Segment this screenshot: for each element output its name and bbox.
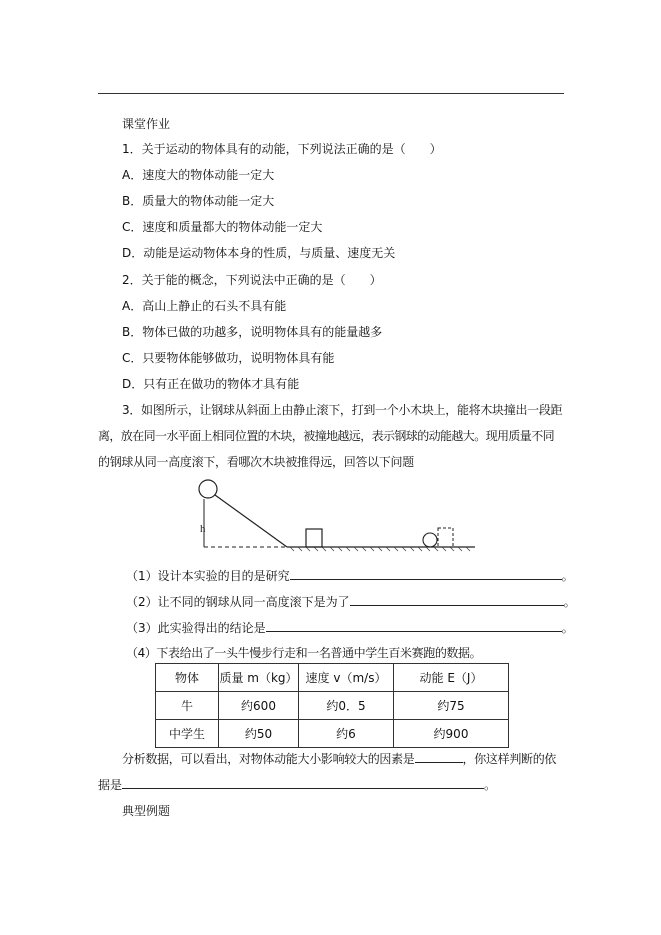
table-cell: 约0．5 (299, 692, 394, 720)
block-displaced-dashed (438, 528, 453, 547)
q3-sub4: （4）下表给出了一头牛慢步行走和一名普通中学生百米赛跑的数据。 (126, 646, 482, 660)
q1-option-d: D．动能是运动物体本身的性质，与质量、速度无关 (122, 246, 396, 260)
q3-analysis-end: 。 (484, 778, 497, 792)
q2-option-d: D．只有正在做功的物体才具有能 (122, 377, 300, 391)
q3-sub2 (126, 593, 576, 610)
q3-analysis-line-1 (122, 750, 556, 767)
q3-sub3 (126, 619, 574, 636)
table-header-row (156, 664, 509, 692)
section-title: 课堂作业 (122, 117, 171, 131)
table-header-cell: 物体 (156, 664, 219, 692)
table-cell: 牛 (156, 692, 219, 720)
wooden-block (306, 529, 322, 547)
q3-analysis-text-c: 据是 (98, 778, 123, 792)
q2-option-c: C．只要物体能够做功，说明物体具有能 (122, 351, 335, 365)
table-row (156, 692, 509, 720)
incline-slope (215, 495, 287, 547)
q3-analysis-text-a: 分析数据，可以看出，对物体动能大小影响较大的因素是 (122, 752, 415, 766)
incline-experiment-figure (190, 478, 480, 554)
table-cell: 约600 (219, 692, 299, 720)
ball-after-impact (423, 533, 437, 547)
table-cell: 约900 (394, 720, 509, 748)
q3-stem-line-2: 离，放在同一水平面上相同位置的木块，被撞地越远，表示钢球的动能越大。现用质量不同 (98, 429, 555, 443)
q2-option-a: A．高山上静止的石头不具有能 (122, 299, 287, 313)
q3-stem-line-1: 3．如图所示，让钢球从斜面上由静止滚下，打到一个小木块上，能将木块撞出一段距 (122, 403, 563, 417)
q3-sub2-answer-blank[interactable] (350, 593, 564, 606)
q1-stem: 1．关于运动的物体具有的动能，下列说法正确的是（ ） (122, 142, 442, 156)
q3-analysis-text-b: ，你这样判断的依 (462, 752, 557, 766)
table-cell: 约6 (299, 720, 394, 748)
q3-sub3-answer-blank[interactable] (266, 619, 562, 632)
q1-option-a: A．速度大的物体动能一定大 (122, 168, 275, 182)
q3-sub3-text: （3）此实验得出的结论是 (126, 621, 266, 635)
q3-sub1 (126, 567, 574, 584)
q3-sub3-end: 。 (561, 621, 574, 635)
q3-analysis-answer-blank[interactable] (415, 750, 463, 763)
table-header-cell: 速度 v（m/s） (299, 664, 394, 692)
q2-option-b: B．物体已做的功越多，说明物体具有的能量越多 (122, 325, 383, 339)
table-row (156, 720, 509, 748)
q3-sub1-end: 。 (561, 569, 574, 583)
data-table (155, 663, 509, 748)
steel-ball (199, 480, 217, 498)
q3-sub2-end: 。 (563, 595, 576, 609)
q3-analysis-line-2 (98, 776, 496, 793)
q1-option-c: C．速度和质量都大的物体动能一定大 (122, 220, 323, 234)
q3-stem-line-3: 的钢球从同一高度滚下，看哪次木块被推得远，回答以下问题 (98, 455, 414, 469)
q2-stem: 2．关于能的概念，下列说法中正确的是（ ） (122, 273, 382, 287)
table-header-cell: 质量 m（kg） (219, 664, 299, 692)
q3-sub2-text: （2）让不同的钢球从同一高度滚下是为了 (126, 595, 350, 609)
q3-basis-answer-blank[interactable] (122, 776, 484, 789)
header-rule (98, 93, 564, 94)
q3-sub1-answer-blank[interactable] (290, 567, 562, 580)
height-label: h (200, 523, 206, 535)
q3-sub1-text: （1）设计本实验的目的是研究 (126, 569, 290, 583)
table-header-cell: 动能 E（J） (394, 664, 509, 692)
table-cell: 中学生 (156, 720, 219, 748)
q1-option-b: B．质量大的物体动能一定大 (122, 194, 275, 208)
table-cell: 约50 (219, 720, 299, 748)
table-cell: 约75 (394, 692, 509, 720)
next-section-title: 典型例题 (122, 804, 171, 818)
